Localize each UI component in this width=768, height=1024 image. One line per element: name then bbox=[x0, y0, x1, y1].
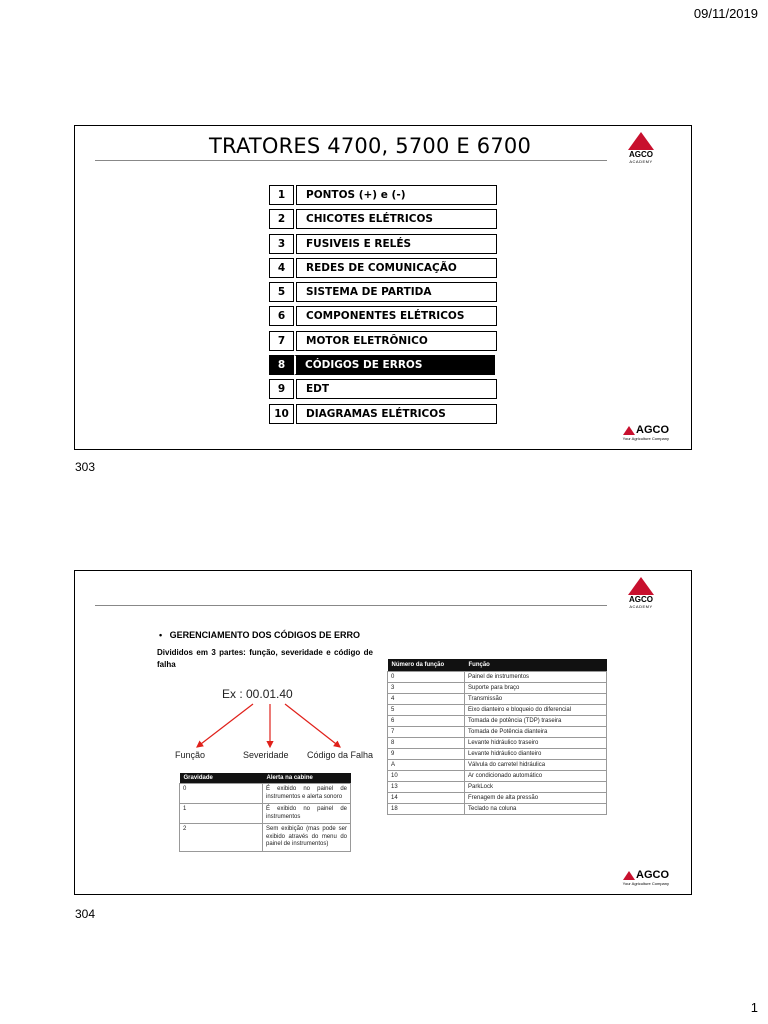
severity-row-cell: 2 bbox=[180, 824, 263, 852]
logo-brand: AGCO bbox=[629, 150, 653, 159]
function-row bbox=[388, 782, 607, 793]
label-funcao: Função bbox=[175, 750, 206, 760]
bullet-text: GERENCIAMENTO DOS CÓDIGOS DE ERRO bbox=[169, 630, 361, 640]
function-row-cell: Tomada de Potência dianteira bbox=[465, 727, 607, 738]
logo-tagline: Your Agriculture Company bbox=[622, 436, 669, 441]
code-parts-arrows bbox=[165, 699, 365, 754]
label-severidade: Severidade bbox=[243, 750, 289, 760]
function-row bbox=[388, 738, 607, 749]
function-row-cell: Levante hidráulico traseiro bbox=[465, 738, 607, 749]
function-row-cell: Ar condicionado automático bbox=[465, 771, 607, 782]
agco-academy-logo bbox=[619, 132, 663, 164]
severity-row-cell: 0 bbox=[180, 784, 263, 804]
logo-sub: ACADEMY bbox=[629, 159, 653, 164]
function-table bbox=[387, 659, 607, 815]
function-row bbox=[388, 760, 607, 771]
severity-header-alerta: Alerta na cabine bbox=[263, 773, 351, 784]
menu-item-6 bbox=[269, 306, 497, 330]
function-row-cell: Painel de instrumentos bbox=[465, 672, 607, 683]
function-row bbox=[388, 804, 607, 815]
menu-item-label: FUSIVEIS E RELÉS bbox=[296, 234, 497, 254]
title-divider bbox=[95, 605, 607, 606]
function-row bbox=[388, 705, 607, 716]
label-codigo-falha: Código da Falha bbox=[307, 750, 374, 760]
menu-item-number: 8 bbox=[269, 355, 294, 375]
menu-item-number: 9 bbox=[269, 379, 294, 399]
severity-row bbox=[180, 824, 351, 852]
function-row-cell: 6 bbox=[388, 716, 465, 727]
menu-item-9 bbox=[269, 379, 497, 403]
example-code: Ex : 00.01.40 bbox=[222, 687, 293, 701]
logo-tagline: Your Agriculture Company bbox=[622, 881, 669, 886]
menu-item-label: EDT bbox=[296, 379, 497, 399]
menu-item-label: DIAGRAMAS ELÉTRICOS bbox=[296, 404, 497, 424]
severity-row bbox=[180, 804, 351, 824]
function-header-funcao: Função bbox=[465, 659, 607, 672]
menu-item-label: CHICOTES ELÉTRICOS bbox=[296, 209, 497, 229]
section-bullet: • GERENCIAMENTO DOS CÓDIGOS DE ERRO bbox=[159, 630, 361, 640]
function-row-cell: 7 bbox=[388, 727, 465, 738]
function-row-cell: ParkLock bbox=[465, 782, 607, 793]
title-divider bbox=[95, 160, 607, 161]
function-row bbox=[388, 683, 607, 694]
slide-303 bbox=[74, 125, 692, 450]
function-row bbox=[388, 771, 607, 782]
arrow-codigo bbox=[285, 704, 340, 747]
menu-item-number: 10 bbox=[269, 404, 294, 424]
function-row-cell: Tomada de potência (TDP) traseira bbox=[465, 716, 607, 727]
menu-item-1 bbox=[269, 185, 497, 209]
menu-item-2 bbox=[269, 209, 497, 233]
severity-header-gravidade: Gravidade bbox=[180, 773, 263, 784]
function-row-cell: 13 bbox=[388, 782, 465, 793]
menu-item-8 bbox=[269, 355, 497, 379]
function-row-cell: 0 bbox=[388, 672, 465, 683]
function-header-numero: Número da função bbox=[388, 659, 465, 672]
function-row bbox=[388, 716, 607, 727]
function-row-cell: 3 bbox=[388, 683, 465, 694]
function-row-cell: 10 bbox=[388, 771, 465, 782]
arrow-funcao bbox=[197, 704, 253, 747]
menu-item-5 bbox=[269, 282, 497, 306]
function-row-cell: Suporte para braço bbox=[465, 683, 607, 694]
function-row bbox=[388, 694, 607, 705]
function-row bbox=[388, 672, 607, 683]
menu-item-number: 3 bbox=[269, 234, 294, 254]
function-row-cell: Transmissão bbox=[465, 694, 607, 705]
severity-table bbox=[179, 773, 351, 852]
agco-academy-logo bbox=[619, 577, 663, 609]
document-date: 09/11/2019 bbox=[693, 6, 758, 21]
agco-triangle-icon bbox=[623, 426, 635, 435]
menu-item-label: PONTOS (+) e (-) bbox=[296, 185, 497, 205]
function-row-cell: A bbox=[388, 760, 465, 771]
intro-text: Divididos em 3 partes: função, severidade e código de falha bbox=[157, 648, 373, 669]
menu-item-label: COMPONENTES ELÉTRICOS bbox=[296, 306, 497, 326]
menu-item-number: 7 bbox=[269, 331, 294, 351]
slide-304 bbox=[74, 570, 692, 895]
logo-brand: AGCO bbox=[636, 869, 669, 881]
function-row-cell: 4 bbox=[388, 694, 465, 705]
function-row-cell: Frenagem de alta pressão bbox=[465, 793, 607, 804]
menu-item-label: CÓDIGOS DE ERROS bbox=[294, 355, 495, 375]
agco-footer-logo bbox=[611, 869, 669, 886]
function-row-cell: Eixo dianteiro e bloqueio do diferencial bbox=[465, 705, 607, 716]
severity-row bbox=[180, 784, 351, 804]
menu-item-number: 5 bbox=[269, 282, 294, 302]
severity-row-cell: Sem exibição (mas pode ser exibido através do menu do painel de instrumentos) bbox=[263, 824, 351, 852]
topics-menu bbox=[269, 185, 497, 428]
severity-row-cell: 1 bbox=[180, 804, 263, 824]
severity-row-cell: É exibido no painel de instrumentos bbox=[263, 804, 351, 824]
slide-title: TRATORES 4700, 5700 E 6700 bbox=[208, 134, 532, 158]
page-number: 1 bbox=[750, 1000, 758, 1015]
menu-item-3 bbox=[269, 234, 497, 258]
agco-triangle-icon bbox=[628, 132, 654, 150]
function-row-cell: Levante hidráulico dianteiro bbox=[465, 749, 607, 760]
slide-number: 304 bbox=[75, 907, 96, 921]
function-row bbox=[388, 793, 607, 804]
severity-row-cell: É exibido no painel de instrumentos e alerta sonoro bbox=[263, 784, 351, 804]
logo-brand: AGCO bbox=[636, 424, 669, 436]
function-row bbox=[388, 749, 607, 760]
slide-number: 303 bbox=[75, 460, 96, 474]
menu-item-number: 1 bbox=[269, 185, 294, 205]
menu-item-label: SISTEMA DE PARTIDA bbox=[296, 282, 497, 302]
function-row-cell: 5 bbox=[388, 705, 465, 716]
function-row bbox=[388, 727, 607, 738]
function-row-cell: 9 bbox=[388, 749, 465, 760]
agco-triangle-icon bbox=[623, 871, 635, 880]
menu-item-4 bbox=[269, 258, 497, 282]
function-row-cell: 18 bbox=[388, 804, 465, 815]
menu-item-number: 2 bbox=[269, 209, 294, 229]
agco-footer-logo bbox=[611, 424, 669, 441]
agco-triangle-icon bbox=[628, 577, 654, 595]
function-row-cell: Teclado na coluna bbox=[465, 804, 607, 815]
function-row-cell: Válvula do carretel hidráulica bbox=[465, 760, 607, 771]
menu-item-10 bbox=[269, 404, 497, 428]
menu-item-label: REDES DE COMUNICAÇÃO bbox=[296, 258, 497, 278]
function-row-cell: 14 bbox=[388, 793, 465, 804]
menu-item-label: MOTOR ELETRÔNICO bbox=[296, 331, 497, 351]
menu-item-7 bbox=[269, 331, 497, 355]
logo-sub: ACADEMY bbox=[629, 604, 653, 609]
menu-item-number: 4 bbox=[269, 258, 294, 278]
logo-brand: AGCO bbox=[629, 595, 653, 604]
menu-item-number: 6 bbox=[269, 306, 294, 326]
function-row-cell: 8 bbox=[388, 738, 465, 749]
